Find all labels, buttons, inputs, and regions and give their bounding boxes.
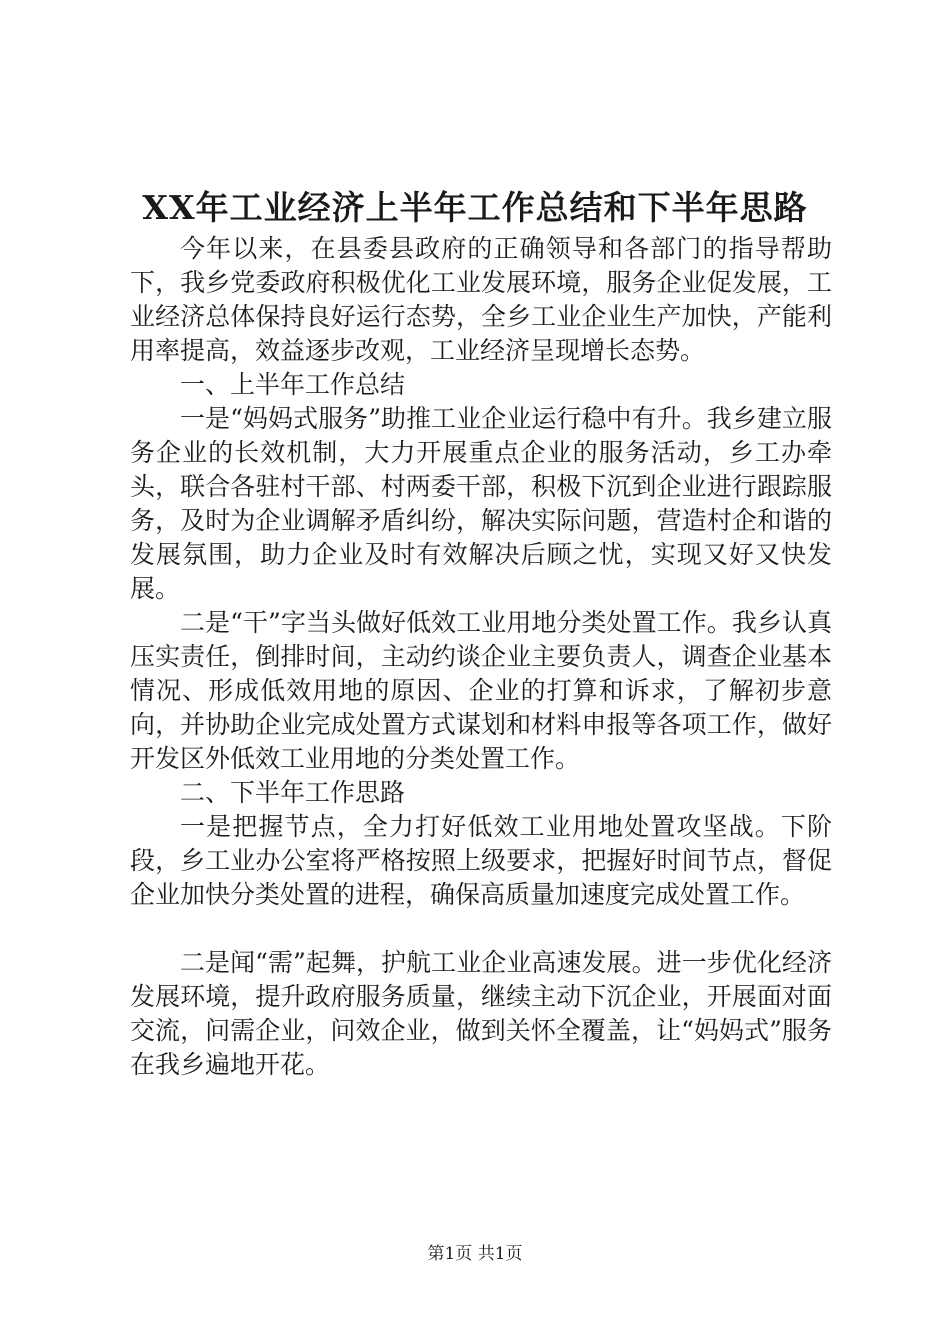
paragraph-service: 一是“妈妈式服务”助推工业企业运行稳中有升。我乡建立服务企业的长效机制，大力开展重点企业的服务活动，乡工办牵头，联合各驻村干部、村两委干部，积极下沉到企业进行跟踪服务，及时为企业调解矛盾纠纷，解决实际问题，营造村企和谐的发展氛围，助力企业及时有效解决后顾之忧，实现又好又快发展。 xyxy=(130,404,832,603)
page-number-footer: 第1页 共1页 xyxy=(427,1244,523,1264)
paragraph-intro: 今年以来，在县委县政府的正确领导和各部门的指导帮助下，我乡党委政府积极优化工业发展环境，服务企业促发展，工业经济总体保持良好运行态势，全乡工业企业生产加快，产能利用率提高，效益逐步改观，工业经济呈现增长态势。 xyxy=(130,234,832,365)
section-heading-second-half: 二、下半年工作思路 xyxy=(180,778,406,807)
section-heading-first-half: 一、上半年工作总结 xyxy=(180,370,406,399)
document-title: XX年工业经济上半年工作总结和下半年思路 xyxy=(142,188,808,227)
paragraph-enterprise-development: 二是闻“需”起舞，护航工业企业高速发展。进一步优化经济发展环境，提升政府服务质量，继续主动下沉企业，开展面对面交流，问需企业，问效企业，做到关怀全覆盖，让“妈妈式”服务在我乡遍地开花。 xyxy=(130,948,832,1079)
paragraph-land-disposal: 二是“干”字当头做好低效工业用地分类处置工作。我乡认真压实责任，倒排时间，主动约谈企业主要负责人，调查企业基本情况、形成低效用地的原因、企业的打算和诉求，了解初步意向，并协助企业完成处置方式谋划和材料申报等各项工作，做好开发区外低效工业用地的分类处置工作。 xyxy=(130,608,832,773)
paragraph-key-nodes: 一是把握节点，全力打好低效工业用地处置攻坚战。下阶段，乡工业办公室将严格按照上级要求，把握好时间节点，督促企业加快分类处置的进程，确保高质量加速度完成处置工作。 xyxy=(130,812,832,909)
document-body xyxy=(130,232,832,1082)
